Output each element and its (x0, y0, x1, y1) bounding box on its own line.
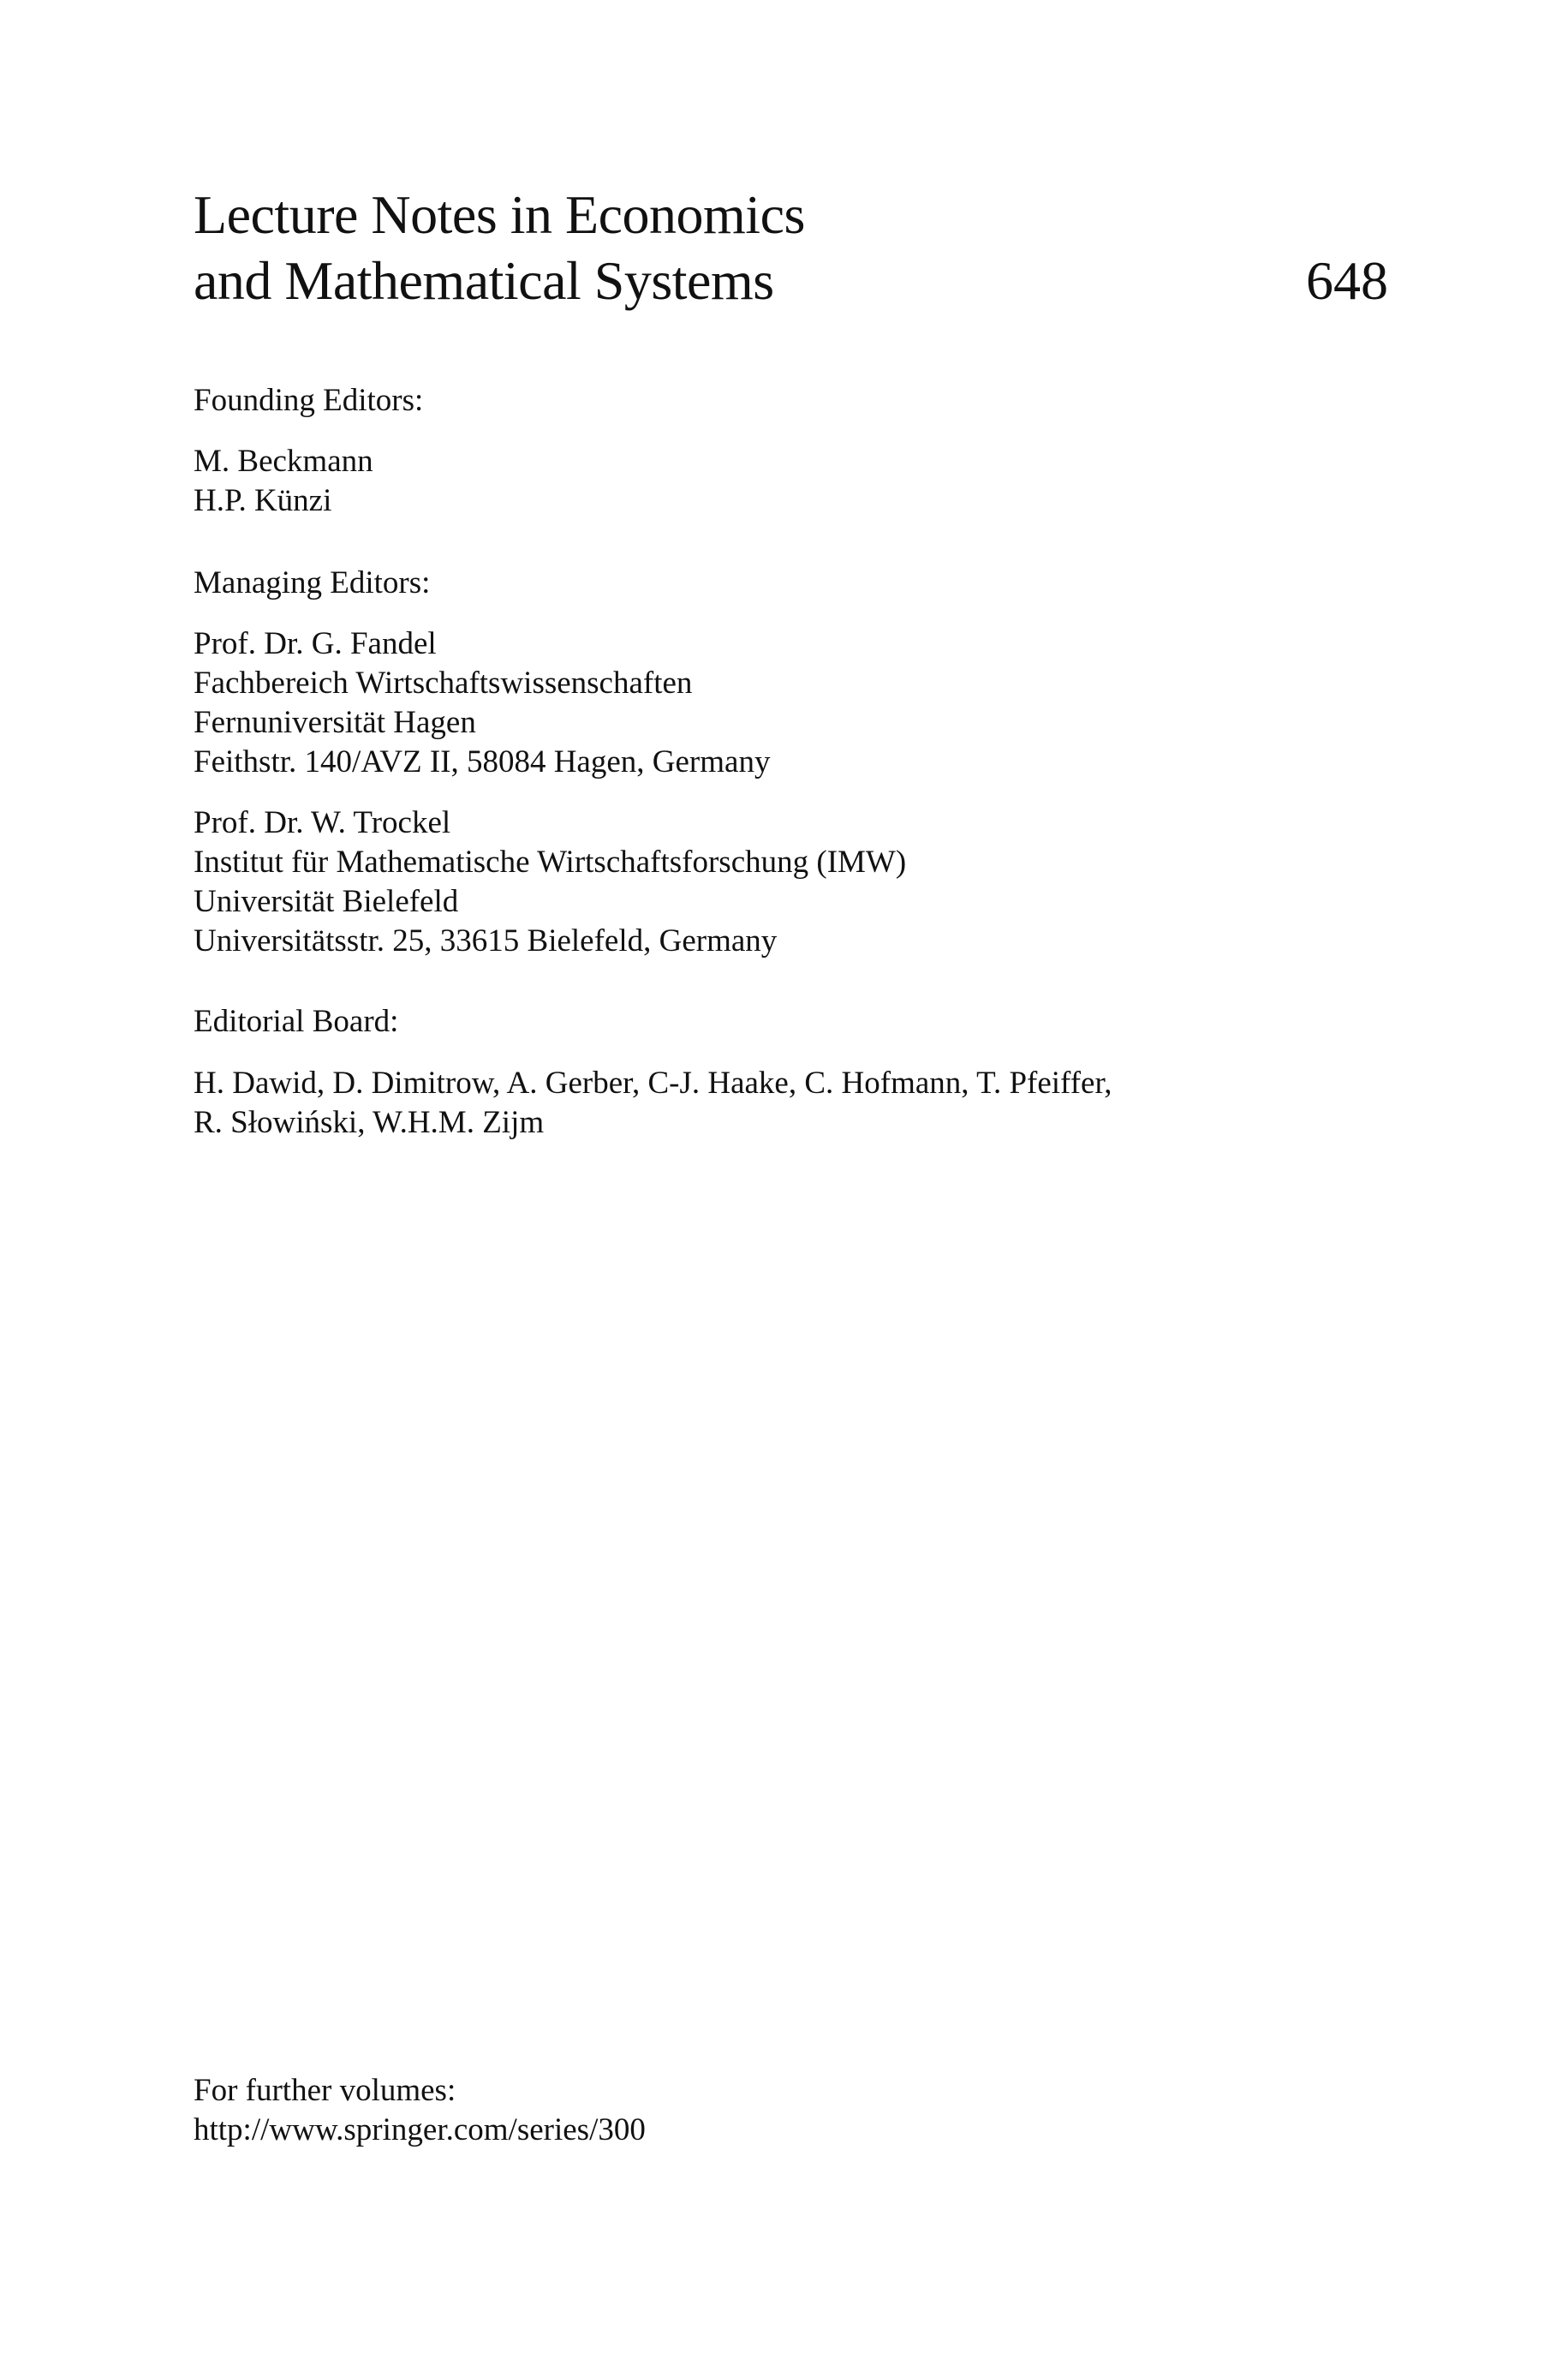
series-title-line-1: Lecture Notes in Economics (194, 184, 805, 245)
founding-editor-name: H.P. Künzi (194, 483, 332, 518)
series-title-line-2: and Mathematical Systems (194, 250, 774, 311)
editor-name: Prof. Dr. G. Fandel (194, 626, 437, 661)
editorial-board-members (194, 1064, 1112, 1143)
managing-editors-heading: Managing Editors: (194, 565, 431, 600)
managing-editor-address (194, 803, 906, 961)
further-volumes-label: For further volumes: (194, 2073, 456, 2108)
editor-institution: Fernuniversität Hagen (194, 705, 476, 740)
editor-institution: Universität Bielefeld (194, 884, 459, 919)
editor-department: Institut für Mathematische Wirtschaftsforschung (IMW) (194, 845, 907, 880)
further-volumes (194, 2071, 646, 2150)
board-members-line: R. Słowiński, W.H.M. Zijm (194, 1105, 545, 1140)
managing-editor-address (194, 624, 770, 782)
board-members-line: H. Dawid, D. Dimitrow, A. Gerber, C-J. Haake, C. Hofmann, T. Pfeiffer, (194, 1066, 1112, 1101)
editor-street-address: Feithstr. 140/AVZ II, 58084 Hagen, Germany (194, 744, 771, 779)
series-title (194, 182, 1392, 314)
editorial-board-heading: Editorial Board: (194, 1004, 399, 1039)
founding-editors-heading: Founding Editors: (194, 383, 424, 418)
founding-editors-list (194, 442, 373, 521)
editor-street-address: Universitätsstr. 25, 33615 Bielefeld, Germany (194, 923, 778, 959)
series-url-link[interactable]: http://www.springer.com/series/300 (194, 2112, 646, 2147)
volume-number: 648 (1306, 250, 1388, 311)
editor-department: Fachbereich Wirtschaftswissenschaften (194, 666, 693, 701)
founding-editor-name: M. Beckmann (194, 444, 373, 479)
editor-name: Prof. Dr. W. Trockel (194, 805, 451, 840)
